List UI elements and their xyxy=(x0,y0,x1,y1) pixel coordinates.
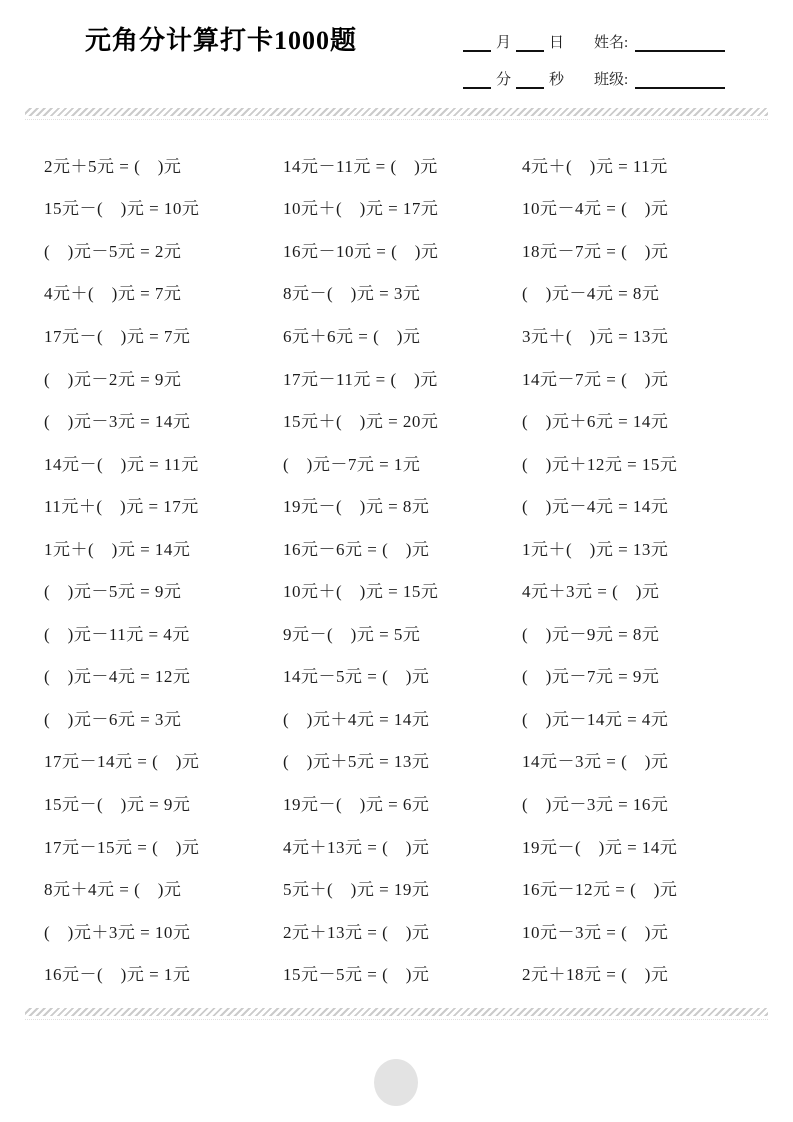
problem-row: ( )元－5元 = 2元 xyxy=(44,241,182,261)
problem-row: 19元－( )元 = 14元 xyxy=(522,837,678,857)
problem-row: 9元－( )元 = 5元 xyxy=(283,624,421,644)
problem-row: ( )元－4元 = 8元 xyxy=(522,284,660,304)
month-label: 月 xyxy=(496,35,512,51)
problem-row: ( )元＋4元 = 14元 xyxy=(283,709,430,729)
problem-row: 15元－5元 = ( )元 xyxy=(283,965,430,985)
problem-row: ( )元－9元 = 8元 xyxy=(522,624,660,644)
problem-row: 8元－( )元 = 3元 xyxy=(283,284,421,304)
problem-row: 15元－( )元 = 9元 xyxy=(44,794,191,814)
problem-row: 19元－( )元 = 8元 xyxy=(283,497,430,517)
header-fill-in-fields xyxy=(458,30,725,104)
problem-row: ( )元－11元 = 4元 xyxy=(44,624,190,644)
problem-row: 14元－11元 = ( )元 xyxy=(283,156,438,176)
problem-row: ( )元－4元 = 12元 xyxy=(44,667,191,687)
problem-row: ( )元－7元 = 9元 xyxy=(522,667,660,687)
worksheet-header xyxy=(0,0,793,108)
name-blank-line xyxy=(635,38,725,52)
top-hatched-divider xyxy=(25,108,768,116)
problem-row: ( )元＋6元 = 14元 xyxy=(522,412,669,432)
problem-row: 15元－( )元 = 10元 xyxy=(44,199,200,219)
problem-row: ( )元－4元 = 14元 xyxy=(522,497,669,517)
bottom-hatched-divider xyxy=(25,1008,768,1016)
problem-row: 10元－4元 = ( )元 xyxy=(522,199,669,219)
problem-row: 2元＋13元 = ( )元 xyxy=(283,922,430,942)
problem-row: 1元＋( )元 = 14元 xyxy=(44,539,191,559)
problem-row: 6元＋6元 = ( )元 xyxy=(283,326,421,346)
problem-row: 14元－5元 = ( )元 xyxy=(283,667,430,687)
second-label: 秒 xyxy=(549,72,565,88)
problem-row: 15元＋( )元 = 20元 xyxy=(283,412,439,432)
problem-row: ( )元－3元 = 14元 xyxy=(44,412,191,432)
page-loading-circle xyxy=(374,1059,418,1106)
problem-row: 1元＋( )元 = 13元 xyxy=(522,539,669,559)
day-blank-line xyxy=(516,38,544,52)
problem-row: 17元－14元 = ( )元 xyxy=(44,752,200,772)
day-label: 日 xyxy=(549,35,565,51)
problem-row: 16元－6元 = ( )元 xyxy=(283,539,430,559)
problem-row: ( )元－7元 = 1元 xyxy=(283,454,421,474)
problem-row: ( )元－3元 = 16元 xyxy=(522,794,669,814)
problem-row: 4元＋13元 = ( )元 xyxy=(283,837,430,857)
problem-row: 4元＋3元 = ( )元 xyxy=(522,582,660,602)
class-blank-line xyxy=(635,75,725,89)
problems-grid xyxy=(44,143,793,994)
problem-row: 11元＋( )元 = 17元 xyxy=(44,497,199,517)
problem-row: 10元＋( )元 = 17元 xyxy=(283,199,439,219)
problem-row: ( )元＋5元 = 13元 xyxy=(283,752,430,772)
problem-row: 19元－( )元 = 6元 xyxy=(283,794,430,814)
problem-row: 8元＋4元 = ( )元 xyxy=(44,880,182,900)
month-blank-line xyxy=(463,38,491,52)
problem-row: ( )元－6元 = 3元 xyxy=(44,709,182,729)
problem-row: ( )元＋12元 = 15元 xyxy=(522,454,678,474)
problem-row: 16元－10元 = ( )元 xyxy=(283,241,439,261)
problem-row: ( )元－14元 = 4元 xyxy=(522,709,669,729)
minute-label: 分 xyxy=(496,72,512,88)
minute-blank-line xyxy=(463,75,491,89)
problem-row: 18元－7元 = ( )元 xyxy=(522,241,669,261)
time-row xyxy=(458,67,725,89)
problem-row: 2元＋18元 = ( )元 xyxy=(522,965,669,985)
second-blank-line xyxy=(516,75,544,89)
problem-row: 10元－3元 = ( )元 xyxy=(522,922,669,942)
class-label: 班级: xyxy=(594,72,629,88)
problem-row: 17元－11元 = ( )元 xyxy=(283,369,438,389)
problem-row: ( )元＋3元 = 10元 xyxy=(44,922,191,942)
page-title: 元角分计算打卡1000题 xyxy=(85,26,358,55)
problem-row: 14元－3元 = ( )元 xyxy=(522,752,669,772)
problem-row: 17元－( )元 = 7元 xyxy=(44,326,191,346)
problem-row: 5元＋( )元 = 19元 xyxy=(283,880,430,900)
problem-row: 14元－( )元 = 11元 xyxy=(44,454,199,474)
problem-row: 4元＋( )元 = 11元 xyxy=(522,156,668,176)
date-row xyxy=(458,30,725,52)
problem-row: 2元＋5元 = ( )元 xyxy=(44,156,182,176)
problem-row: 3元＋( )元 = 13元 xyxy=(522,326,669,346)
problems-column-1 xyxy=(44,143,283,994)
problem-row: 17元－15元 = ( )元 xyxy=(44,837,200,857)
problems-column-3 xyxy=(522,143,761,994)
problem-row: ( )元－5元 = 9元 xyxy=(44,582,182,602)
problem-row: ( )元－2元 = 9元 xyxy=(44,369,182,389)
problem-row: 4元＋( )元 = 7元 xyxy=(44,284,182,304)
problem-row: 16元－12元 = ( )元 xyxy=(522,880,678,900)
problems-column-2 xyxy=(283,143,522,994)
problem-row: 16元－( )元 = 1元 xyxy=(44,965,191,985)
problem-row: 10元＋( )元 = 15元 xyxy=(283,582,439,602)
name-label: 姓名: xyxy=(594,35,629,51)
problem-row: 14元－7元 = ( )元 xyxy=(522,369,669,389)
